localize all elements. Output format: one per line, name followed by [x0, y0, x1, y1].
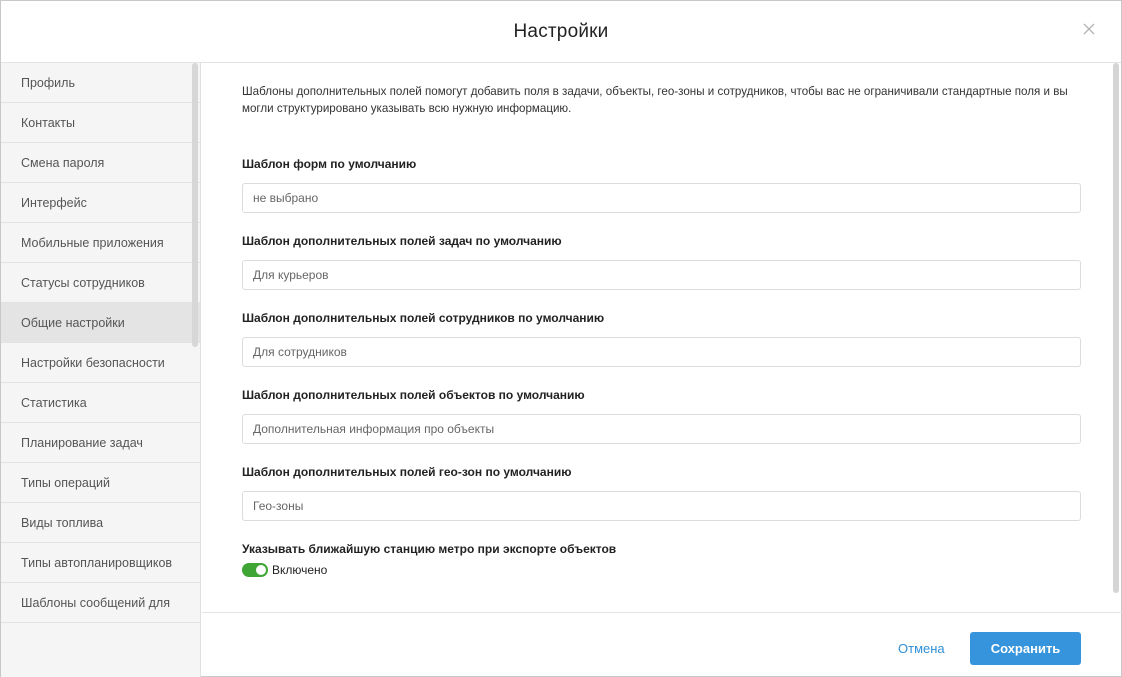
default-form-template-label: Шаблон форм по умолчанию: [242, 157, 417, 171]
toggle-knob: [256, 565, 266, 575]
sidebar-item-operation-types[interactable]: Типы операций: [1, 463, 200, 503]
close-icon: [1081, 21, 1097, 37]
sidebar-item-profile[interactable]: Профиль: [1, 63, 200, 103]
sidebar-item-task-planning[interactable]: Планирование задач: [1, 423, 200, 463]
default-form-template-select[interactable]: не выбрано: [242, 183, 1081, 213]
modal-header: [1, 1, 1121, 63]
sidebar-item-statistics[interactable]: Статистика: [1, 383, 200, 423]
employee-fields-template-select[interactable]: Для сотрудников: [242, 337, 1081, 367]
metro-export-toggle-row: [242, 563, 1082, 577]
intro-text: Шаблоны дополнительных полей помогут добавить поля в задачи, объекты, гео-зоны и сотрудников, чтобы вас не ограничивали стандартные поля и вы могли структурировано указывать всю нужную информацию.: [242, 85, 1068, 115]
sidebar-item-interface[interactable]: Интерфейс: [1, 183, 200, 223]
save-button[interactable]: Сохранить: [970, 632, 1081, 665]
employee-fields-template-label: Шаблон дополнительных полей сотрудников по умолчанию: [242, 311, 605, 325]
metro-export-state-label: Включено: [272, 563, 328, 577]
settings-content: [202, 63, 1122, 612]
sidebar-item-employee-statuses[interactable]: Статусы сотрудников: [1, 263, 200, 303]
sidebar-item-mobile-apps[interactable]: Мобильные приложения: [1, 223, 200, 263]
sidebar-item-change-password[interactable]: Смена пароля: [1, 143, 200, 183]
sidebar-item-contacts[interactable]: Контакты: [1, 103, 200, 143]
task-fields-template-label: Шаблон дополнительных полей задач по умолчанию: [242, 234, 562, 248]
sidebar-scrollbar[interactable]: [192, 63, 198, 347]
settings-sidebar: [1, 63, 201, 677]
geozone-fields-template-label: Шаблон дополнительных полей гео-зон по умолчанию: [242, 465, 572, 479]
cancel-button[interactable]: Отмена: [898, 641, 945, 656]
geozone-fields-template-select[interactable]: Гео-зоны: [242, 491, 1081, 521]
sidebar-item-message-templates[interactable]: Шаблоны сообщений для: [1, 583, 200, 623]
modal-title: Настройки: [513, 20, 609, 42]
content-scrollbar[interactable]: [1113, 63, 1119, 593]
task-fields-template-select[interactable]: Для курьеров: [242, 260, 1081, 290]
sidebar-item-security-settings[interactable]: Настройки безопасности: [1, 343, 200, 383]
object-fields-template-label: Шаблон дополнительных полей объектов по умолчанию: [242, 388, 585, 402]
metro-export-toggle[interactable]: [242, 563, 268, 577]
sidebar-item-autoplanner-types[interactable]: Типы автопланировщиков: [1, 543, 200, 583]
modal-footer: [202, 612, 1122, 677]
object-fields-template-select[interactable]: Дополнительная информация про объекты: [242, 414, 1081, 444]
sidebar-item-fuel-types[interactable]: Виды топлива: [1, 503, 200, 543]
sidebar-item-general-settings[interactable]: Общие настройки: [1, 303, 200, 343]
close-button[interactable]: [1081, 21, 1097, 37]
metro-export-label: Указывать ближайшую станцию метро при экспорте объектов: [242, 542, 617, 556]
